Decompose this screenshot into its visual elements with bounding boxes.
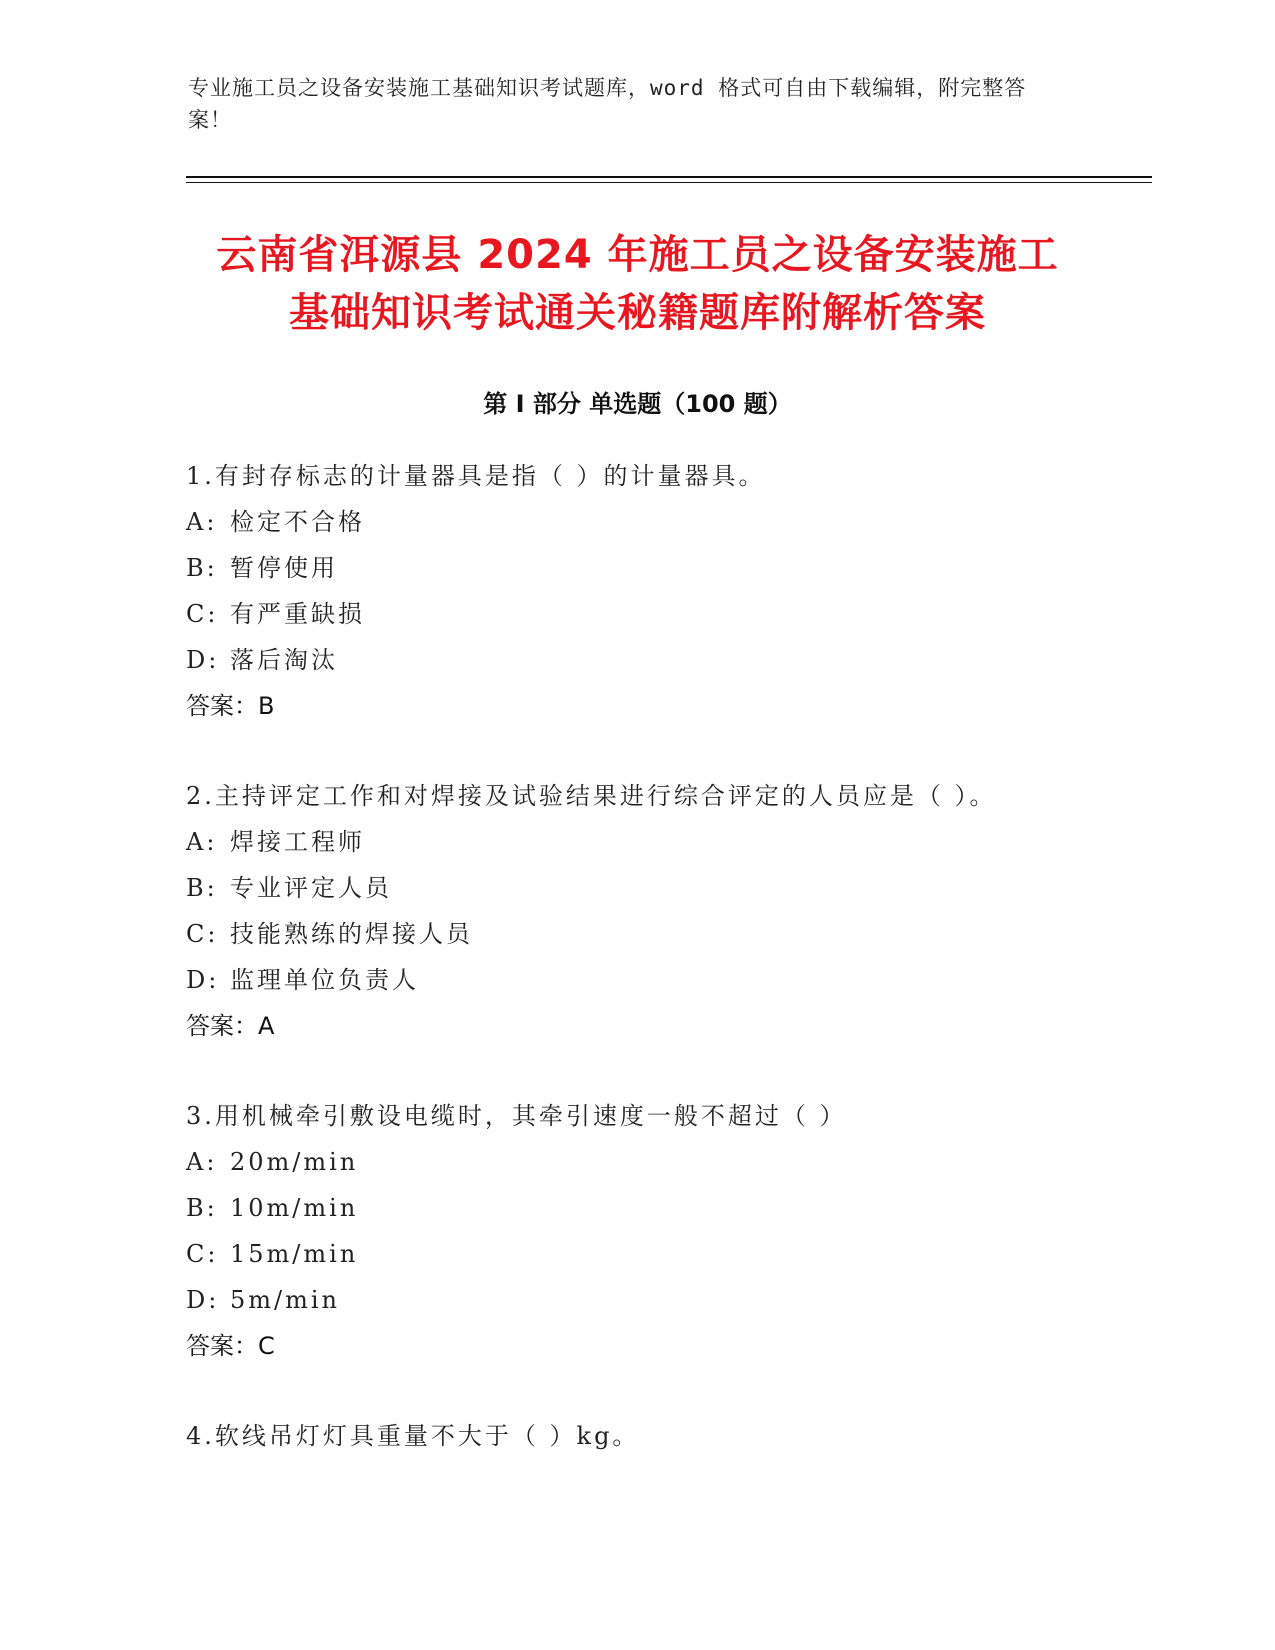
title-line-1: 云南省洱源县 2024 年施工员之设备安装施工 — [216, 232, 1059, 278]
question-stem: 2.主持评定工作和对焊接及试验结果进行综合评定的人员应是（ ）。 — [186, 782, 997, 810]
option-text: 监理单位负责人 — [230, 966, 419, 994]
option-text: 专业评定人员 — [230, 874, 392, 902]
question-3 — [186, 1093, 1146, 1369]
option-b — [186, 865, 1146, 911]
option-text: 20m/min — [230, 1148, 359, 1176]
option-text: 检定不合格 — [230, 508, 365, 536]
option-key: D: — [186, 1286, 220, 1314]
option-d — [186, 1277, 1146, 1323]
question-1 — [186, 453, 1146, 729]
option-c — [186, 591, 1146, 637]
option-key: B: — [186, 1194, 218, 1222]
option-key: A: — [186, 508, 218, 536]
option-key: C: — [186, 920, 219, 948]
option-text: 10m/min — [230, 1194, 359, 1222]
option-a — [186, 1139, 1146, 1185]
option-text: 暂停使用 — [230, 554, 338, 582]
option-text: 技能熟练的焊接人员 — [230, 920, 473, 948]
option-text: 有严重缺损 — [230, 600, 365, 628]
question-2 — [186, 773, 1146, 1049]
header-rule-thin — [186, 182, 1152, 183]
header-rule-thick — [186, 176, 1152, 178]
question-stem: 1.有封存标志的计量器具是指（ ）的计量器具。 — [186, 462, 766, 490]
option-b — [186, 1185, 1146, 1231]
question-4 — [186, 1413, 1146, 1459]
option-d — [186, 637, 1146, 683]
option-text: 焊接工程师 — [230, 828, 365, 856]
option-c — [186, 1231, 1146, 1277]
option-key: D: — [186, 646, 220, 674]
option-key: B: — [186, 874, 218, 902]
header-note: 专业施工员之设备安装施工基础知识考试题库，word 格式可自由下载编辑，附完整答案！ — [188, 76, 1027, 132]
option-key: C: — [186, 600, 219, 628]
answer: 答案：A — [186, 1012, 275, 1040]
section-heading: 第 I 部分 单选题（100 题） — [483, 390, 792, 418]
answer: 答案：C — [186, 1332, 275, 1360]
question-stem: 3.用机械牵引敷设电缆时，其牵引速度一般不超过（ ） — [186, 1102, 847, 1130]
option-d — [186, 957, 1146, 1003]
option-a — [186, 819, 1146, 865]
title-line-2: 基础知识考试通关秘籍题库附解析答案 — [289, 290, 986, 336]
option-key: B: — [186, 554, 218, 582]
document-title — [150, 226, 1125, 342]
option-b — [186, 545, 1146, 591]
option-text: 落后淘汰 — [230, 646, 338, 674]
option-key: A: — [186, 1148, 218, 1176]
option-key: A: — [186, 828, 218, 856]
option-key: C: — [186, 1240, 219, 1268]
option-text: 15m/min — [230, 1240, 359, 1268]
option-text: 5m/min — [230, 1286, 341, 1314]
answer: 答案：B — [186, 692, 275, 720]
question-stem: 4.软线吊灯灯具重量不大于（ ）kg。 — [186, 1422, 640, 1450]
option-c — [186, 911, 1146, 957]
option-a — [186, 499, 1146, 545]
option-key: D: — [186, 966, 220, 994]
